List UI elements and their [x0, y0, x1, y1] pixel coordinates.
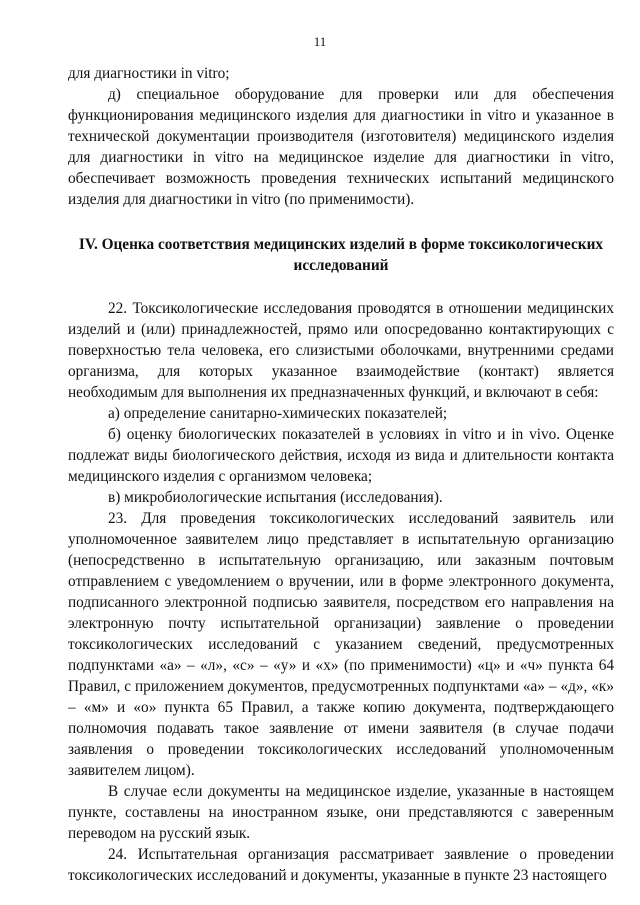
- paragraph-22-v: в) микробиологические испытания (исследования).: [108, 489, 443, 506]
- paragraph-23: 23. Для проведения токсикологических исследований заявитель или уполномоченное заявителем лицо представляет в испытательную организацию (непосредственно в испытательную организацию, или заказным почтовым отправлением с уведомлением о вручении, или в форме электронного документа, подписанного электронной подписью заявителя, посредством его направления на электронную почту испытательной организации) заявление о проведении токсикологических исследований с указанием сведений, предусмотренных подпунктами «а» – «л», «с» – «у» и «х» (по применимости) «ц» и «ч» пункта 64 Правил, с приложением документов, предусмотренных подпунктами «а» – «д», «к» – «м» и «о» пункта 65 Правил, а также копию документа, подтверждающего полномочия подавать такое заявление от имени заявителя (в случае подачи заявления о проведении токсикологических исследований уполномоченным заявителем лицом).: [68, 510, 614, 779]
- paragraph-continuation: для диагностики in vitro;: [68, 65, 230, 82]
- paragraph-24: 24. Испытательная организация рассматривает заявление о проведении токсикологических исследований и документы, указанные в пункте 23 настоящего: [68, 846, 614, 884]
- paragraph-23-foreign-language: В случае если документы на медицинское изделие, указанные в настоящем пункте, составлены на иностранном языке, они представляются с заверенным переводом на русский язык.: [68, 783, 614, 842]
- document-content: [68, 63, 614, 886]
- section-heading: IV. Оценка соответствия медицинских изделий в форме токсикологических исследований: [78, 236, 604, 274]
- paragraph-22-a: а) определение санитарно-химических показателей;: [108, 405, 448, 422]
- page-number: 11: [313, 34, 327, 49]
- paragraph-22-b: б) оценку биологических показателей в условиях in vitro и in vivo. Оценке подлежат виды биологического действия, исходя из вида и длительности контакта медицинского изделия с организмом человека;: [68, 426, 614, 485]
- paragraph-22: 22. Токсикологические исследования проводятся в отношении медицинских изделий и (или) принадлежностей, прямо или опосредованно контактирующих с поверхностью тела человека, его слизистыми оболочками, внутренними средами организма, для которых указанное взаимодействие (контакт) является необходимым для выполнения их предназначенных функций, и включают в себя:: [68, 300, 614, 401]
- paragraph-item-d: д) специальное оборудование для проверки или для обеспечения функционирования медицинского изделия для диагностики in vitro и указанное в технической документации производителя (изготовителя) медицинского изделия для диагностики in vitro на медицинское изделие для диагностики in vitro, обеспечивает возможность проведения технических испытаний медицинского изделия для диагностики in vitro (по применимости).: [68, 86, 614, 208]
